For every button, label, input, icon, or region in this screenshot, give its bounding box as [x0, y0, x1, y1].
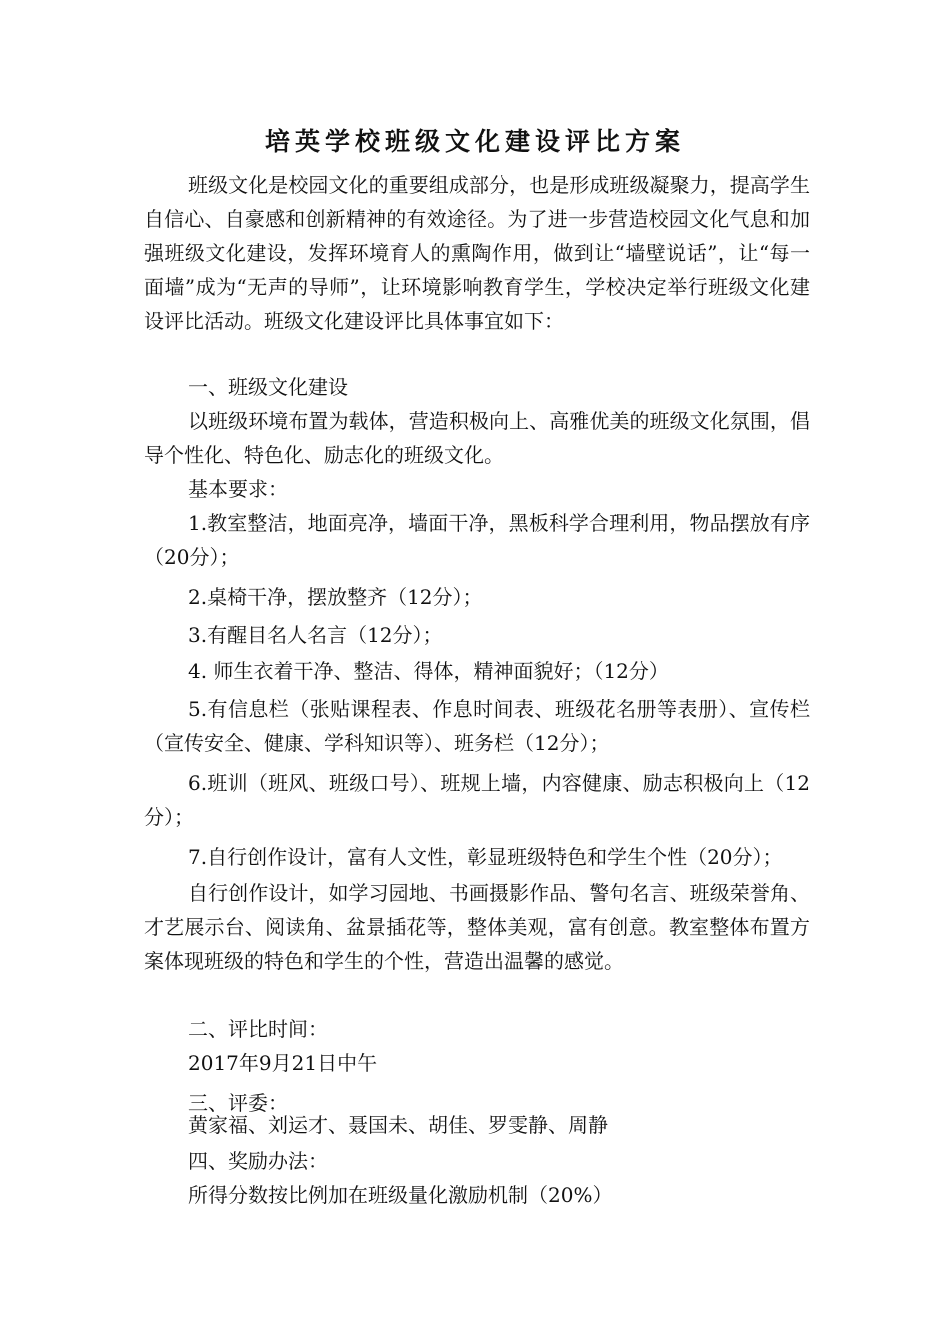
- requirement-item-5: 5.有信息栏（张贴课程表、作息时间表、班级花名册等表册）、宣传栏（宣传安全、健康、学科知识等）、班务栏（12分）；: [144, 697, 810, 755]
- requirement-item-3: 3.有醒目名人名言（12分）；: [188, 623, 443, 647]
- section3-value: 黄家福、刘运才、聂国未、胡佳、罗雯静、周静: [188, 1113, 608, 1137]
- section1-body: 以班级环境布置为载体，营造积极向上、高雅优美的班级文化氛围，倡导个性化、特色化、励志化的班级文化。: [144, 409, 810, 467]
- document-title: 培英学校班级文化建设评比方案: [264, 127, 685, 156]
- section1-heading: 一、班级文化建设: [188, 375, 348, 399]
- section4-value: 所得分数按比例加在班级量化激励机制（20%）: [188, 1183, 613, 1207]
- requirement-item-6: 6.班训（班风、班级口号）、班规上墙，内容健康、励志积极向上（12分）；: [144, 771, 810, 829]
- section3-heading: 三、评委：: [188, 1091, 288, 1115]
- section2-heading: 二、评比时间：: [188, 1017, 328, 1041]
- requirement-item-7: 7.自行创作设计，富有人文性，彰显班级特色和学生个性（20分）；: [188, 845, 783, 869]
- requirements-note: 自行创作设计，如学习园地、书画摄影作品、警句名言、班级荣誉角、才艺展示台、阅读角、盆景插花等，整体美观，富有创意。教室整体布置方案体现班级的特色和学生的个性，营造出温馨的感觉。: [144, 881, 810, 973]
- requirement-item-4: 4. 师生衣着干净、整洁、得体，精神面貌好；（12分）: [188, 659, 669, 683]
- requirement-item-2: 2.桌椅干净，摆放整齐（12分）；: [188, 585, 483, 609]
- section2-value: 2017年9月21日中午: [188, 1051, 378, 1075]
- intro-paragraph: 班级文化是校园文化的重要组成部分，也是形成班级凝聚力，提高学生自信心、自豪感和创新精神的有效途径。为了进一步营造校园文化气息和加强班级文化建设，发挥环境育人的熏陶作用，做到让“墙壁说话”，让“每一面墙”成为“无声的导师”，让环境影响教育学生，学校决定举行班级文化建设评比活动。班级文化建设评比具体事宜如下：: [144, 173, 810, 333]
- section4-heading: 四、奖励办法：: [188, 1149, 328, 1173]
- requirements-heading: 基本要求：: [188, 477, 288, 501]
- requirement-item-1: 1.教室整洁，地面亮净，墙面干净，黑板科学合理利用，物品摆放有序（20分）；: [144, 511, 810, 569]
